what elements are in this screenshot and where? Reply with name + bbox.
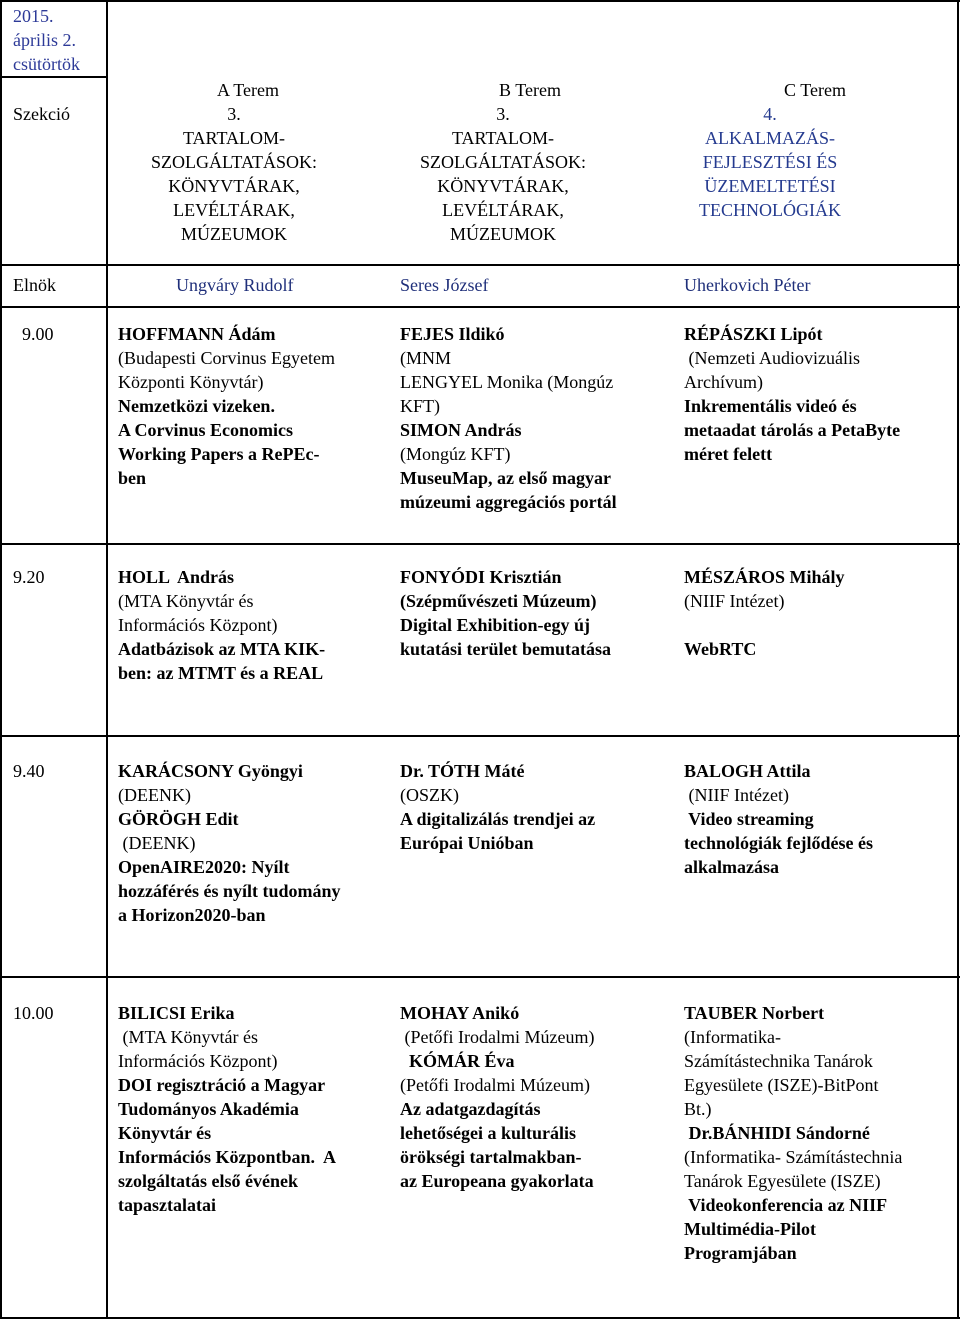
date-year: 2015. xyxy=(13,6,54,26)
chair-c: Uherkovich Péter xyxy=(684,275,811,295)
grid-line xyxy=(0,0,2,1318)
date-day: április 2. xyxy=(13,30,76,50)
grid-line xyxy=(0,0,960,2)
talk-a: HOFFMANN Ádám (Budapesti Corvinus Egyetem Központi Könyvtár) Nemzetközi vizeken. A Corvinus Economics Working Papers a RePEc- ben xyxy=(118,324,335,488)
talk-a: KARÁCSONY Gyöngyi (DEENK) GÖRÖGH Edit (DEENK) OpenAIRE2020: Nyílt hozzáférés és nyílt tudomány a Horizon2020-ban xyxy=(118,761,341,925)
talk-b: FONYÓDI Krisztián (Szépművészeti Múzeum) Digital Exhibition-egy új kutatási terület bemutatása xyxy=(400,567,611,659)
talk-b: MOHAY Anikó (Petőfi Irodalmi Múzeum) KÓMÁR Éva (Petőfi Irodalmi Múzeum) Az adatgazdagítás lehetőségei a kulturális örökségi tartalmakban- az Europeana gyakorlata xyxy=(400,1003,595,1191)
room-c-header: C Terem xyxy=(784,80,846,100)
time-slot: 9.40 xyxy=(13,761,45,781)
talk-c: BALOGH Attila (NIIF Intézet) Video streaming technológiák fejlődése és alkalmazása xyxy=(684,761,873,877)
grid-line xyxy=(0,735,960,737)
time-slot: 9.20 xyxy=(13,567,45,587)
talk-b: Dr. TÓTH Máté (OSZK) A digitalizálás trendjei az Európai Unióban xyxy=(400,761,596,853)
chair-a: Ungváry Rudolf xyxy=(176,275,294,295)
grid-line xyxy=(0,264,960,266)
talk-c: MÉSZÁROS Mihály (NIIF Intézet) WebRTC xyxy=(684,567,845,659)
talk-c: TAUBER Norbert (Informatika- Számítástechnika Tanárok Egyesülete (ISZE)-BitPont Bt.) Dr.BÁNHIDI Sándorné (Informatika- Számítástechnia Tanárok Egyesülete (ISZE) Videokonferencia az NIIF Multimédia-Pilot Programjában xyxy=(684,1003,903,1263)
time-slot: 9.00 xyxy=(22,324,54,344)
room-a-header: A Terem xyxy=(217,80,279,100)
talk-a: HOLL András (MTA Könyvtár és Információs Központ) Adatbázisok az MTA KIK- ben: az MTMT és a REAL xyxy=(118,567,326,683)
date-weekday: csütörtök xyxy=(13,54,80,74)
talk-b: FEJES Ildikó (MNM LENGYEL Monika (Mongúz KFT) SIMON András (Mongúz KFT) MuseuMap, az első magyar múzeumi aggregációs portál xyxy=(400,324,617,512)
grid-line xyxy=(0,976,960,978)
grid-line xyxy=(957,0,959,1318)
section-c: 4. ALKALMAZÁS- FEJLESZTÉSI ÉS ÜZEMELTETÉSI TECHNOLÓGIÁK xyxy=(699,104,841,220)
chair-b: Seres József xyxy=(400,275,489,295)
grid-line xyxy=(0,543,960,545)
section-b: 3. TARTALOM- SZOLGÁLTATÁSOK: KÖNYVTÁRAK, LEVÉLTÁRAK, MÚZEUMOK xyxy=(420,104,586,244)
talk-c: RÉPÁSZKI Lipót (Nemzeti Audiovizuális Archívum) Inkrementális videó és metaadat tárolás a PetaByte méret felett xyxy=(684,324,901,464)
talk-a: BILICSI Erika (MTA Könyvtár és Információs Központ) DOI regisztráció a Magyar Tudományos Akadémia Könyvtár és Információs Központban. A szolgáltatás első évének tapasztalatai xyxy=(118,1003,337,1215)
chair-label: Elnök xyxy=(13,275,56,295)
grid-line xyxy=(0,306,960,308)
time-slot: 10.00 xyxy=(13,1003,54,1023)
date-block xyxy=(13,4,80,76)
section-a: 3. TARTALOM- SZOLGÁLTATÁSOK: KÖNYVTÁRAK, LEVÉLTÁRAK, MÚZEUMOK xyxy=(151,104,317,244)
section-label: Szekció xyxy=(13,104,70,124)
grid-line xyxy=(0,76,106,78)
room-b-header: B Terem xyxy=(499,80,561,100)
